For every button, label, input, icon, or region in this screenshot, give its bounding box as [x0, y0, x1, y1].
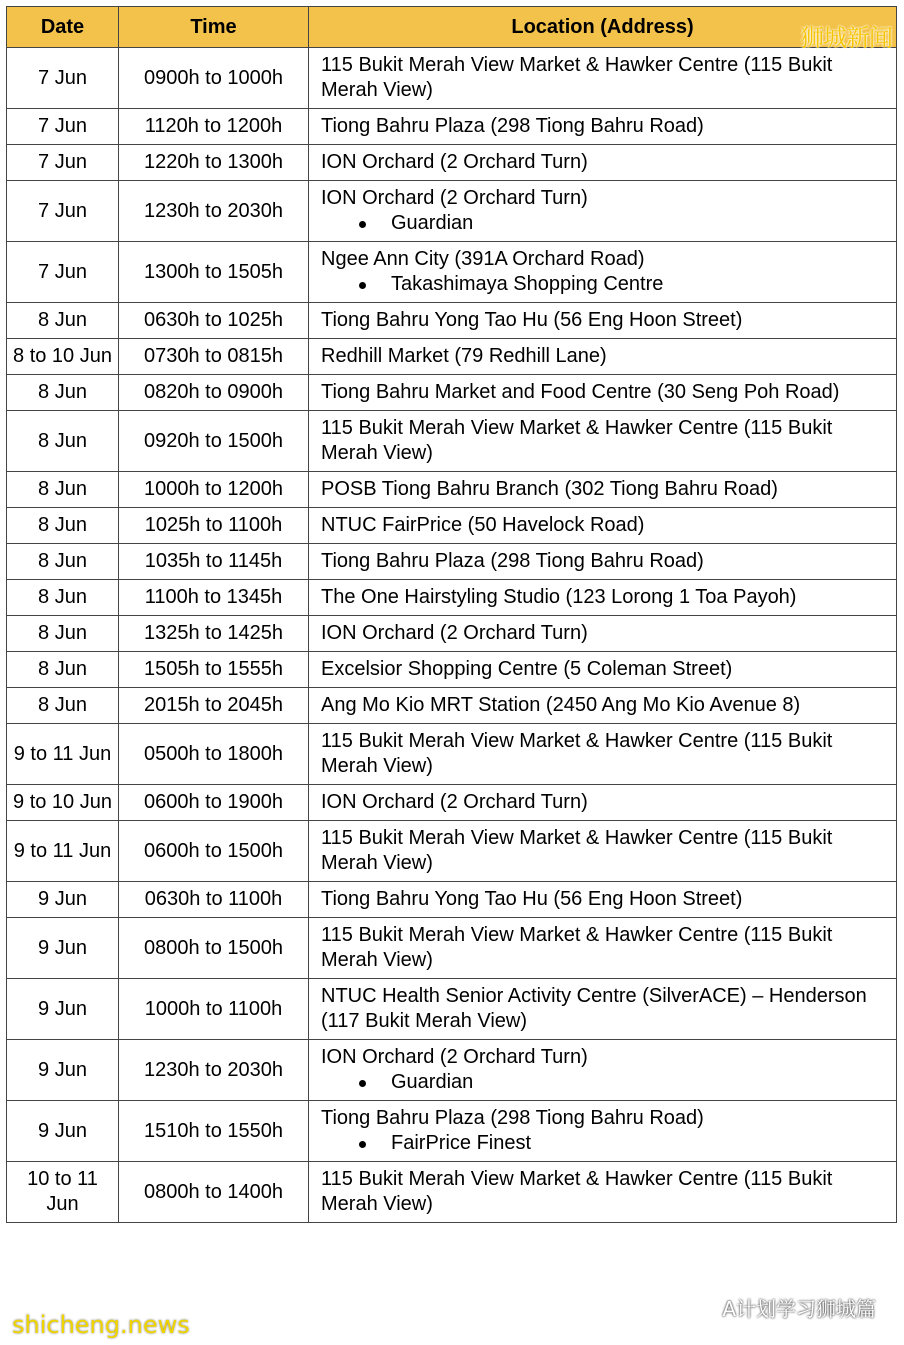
cell-time: 0630h to 1100h [119, 882, 309, 918]
cell-date: 9 to 11 Jun [7, 821, 119, 882]
table-row [7, 821, 897, 882]
location-address: 115 Bukit Merah View Market & Hawker Centre (115 Bukit Merah View) [321, 827, 833, 874]
cell-location [309, 375, 897, 411]
cell-time: 1120h to 1200h [119, 109, 309, 145]
cell-location [309, 882, 897, 918]
cell-location [309, 1101, 897, 1162]
location-sub-bullet: Takashimaya Shopping Centre [321, 272, 890, 297]
table-row [7, 375, 897, 411]
cell-location [309, 785, 897, 821]
location-address: Tiong Bahru Plaza (298 Tiong Bahru Road) [321, 550, 704, 572]
cell-date: 9 Jun [7, 1040, 119, 1101]
cell-date: 8 Jun [7, 580, 119, 616]
header-row [7, 7, 897, 48]
cell-date: 9 Jun [7, 918, 119, 979]
table-row [7, 1040, 897, 1101]
cell-time: 1100h to 1345h [119, 580, 309, 616]
header-date: Date [7, 7, 119, 48]
cell-date: 9 Jun [7, 1101, 119, 1162]
location-address: ION Orchard (2 Orchard Turn) [321, 791, 588, 813]
cell-location [309, 145, 897, 181]
location-address: Tiong Bahru Yong Tao Hu (56 Eng Hoon Street) [321, 888, 743, 910]
location-sub-bullet: Guardian [321, 1070, 890, 1095]
table-row [7, 411, 897, 472]
cell-location [309, 472, 897, 508]
table-row [7, 785, 897, 821]
table-row [7, 652, 897, 688]
watermark-wechat-text: A计划学习狮城篇 [722, 1297, 876, 1321]
cell-location [309, 508, 897, 544]
cell-date: 7 Jun [7, 109, 119, 145]
cell-date: 8 Jun [7, 616, 119, 652]
cell-time: 1000h to 1100h [119, 979, 309, 1040]
cell-location [309, 688, 897, 724]
table-row [7, 472, 897, 508]
cell-location [309, 979, 897, 1040]
cell-date: 9 Jun [7, 882, 119, 918]
cell-location [309, 724, 897, 785]
location-address: NTUC FairPrice (50 Havelock Road) [321, 514, 645, 536]
cell-date: 8 to 10 Jun [7, 339, 119, 375]
cell-date: 7 Jun [7, 145, 119, 181]
cell-time: 0800h to 1400h [119, 1162, 309, 1223]
location-address: 115 Bukit Merah View Market & Hawker Centre (115 Bukit Merah View) [321, 54, 833, 101]
cell-time: 0730h to 0815h [119, 339, 309, 375]
location-address: Ang Mo Kio MRT Station (2450 Ang Mo Kio Avenue 8) [321, 694, 801, 716]
cell-time: 0800h to 1500h [119, 918, 309, 979]
cell-location [309, 821, 897, 882]
watermark-wechat [694, 1293, 876, 1322]
cell-date: 8 Jun [7, 688, 119, 724]
table-row [7, 979, 897, 1040]
cell-date: 9 to 10 Jun [7, 785, 119, 821]
header-location: Location (Address) [309, 7, 897, 48]
cell-time: 0500h to 1800h [119, 724, 309, 785]
cell-location [309, 303, 897, 339]
cell-location [309, 580, 897, 616]
location-address: ION Orchard (2 Orchard Turn) [321, 1046, 588, 1068]
cell-time: 0920h to 1500h [119, 411, 309, 472]
cell-time: 1000h to 1200h [119, 472, 309, 508]
cell-location [309, 109, 897, 145]
cell-time: 1510h to 1550h [119, 1101, 309, 1162]
cell-time: 1325h to 1425h [119, 616, 309, 652]
cell-time: 0820h to 0900h [119, 375, 309, 411]
table-row [7, 918, 897, 979]
cell-location [309, 411, 897, 472]
table-row [7, 544, 897, 580]
cell-location [309, 1162, 897, 1223]
cell-time: 1025h to 1100h [119, 508, 309, 544]
location-address: Ngee Ann City (391A Orchard Road) [321, 248, 645, 270]
table-row [7, 109, 897, 145]
cell-date: 8 Jun [7, 508, 119, 544]
cell-time: 1230h to 2030h [119, 181, 309, 242]
table-row [7, 303, 897, 339]
cell-time: 1230h to 2030h [119, 1040, 309, 1101]
table-row [7, 508, 897, 544]
location-address: POSB Tiong Bahru Branch (302 Tiong Bahru Road) [321, 478, 778, 500]
location-address: 115 Bukit Merah View Market & Hawker Centre (115 Bukit Merah View) [321, 924, 833, 971]
cell-time: 1035h to 1145h [119, 544, 309, 580]
cell-location [309, 616, 897, 652]
cell-date: 9 Jun [7, 979, 119, 1040]
table-row [7, 145, 897, 181]
cell-location [309, 48, 897, 109]
cell-date: 8 Jun [7, 375, 119, 411]
table-row [7, 339, 897, 375]
cell-date: 9 to 11 Jun [7, 724, 119, 785]
table-row [7, 1101, 897, 1162]
cell-date: 7 Jun [7, 48, 119, 109]
header-time: Time [119, 7, 309, 48]
location-address: 115 Bukit Merah View Market & Hawker Centre (115 Bukit Merah View) [321, 730, 833, 777]
location-sub-bullet: FairPrice Finest [321, 1131, 890, 1156]
cell-date: 8 Jun [7, 472, 119, 508]
table-row [7, 688, 897, 724]
cell-location [309, 544, 897, 580]
cell-location [309, 1040, 897, 1101]
cell-time: 0900h to 1000h [119, 48, 309, 109]
cell-time: 1220h to 1300h [119, 145, 309, 181]
table-row [7, 882, 897, 918]
cell-location [309, 242, 897, 303]
location-address: Tiong Bahru Plaza (298 Tiong Bahru Road) [321, 1107, 704, 1129]
cell-time: 1505h to 1555h [119, 652, 309, 688]
location-address: Excelsior Shopping Centre (5 Coleman Street) [321, 658, 733, 680]
cell-location [309, 181, 897, 242]
location-address: ION Orchard (2 Orchard Turn) [321, 622, 588, 644]
table-row [7, 48, 897, 109]
cell-location [309, 339, 897, 375]
cell-date: 8 Jun [7, 544, 119, 580]
cell-date: 8 Jun [7, 411, 119, 472]
cell-date: 7 Jun [7, 242, 119, 303]
cell-date: 8 Jun [7, 652, 119, 688]
location-address: Tiong Bahru Yong Tao Hu (56 Eng Hoon Street) [321, 309, 743, 331]
location-address: The One Hairstyling Studio (123 Lorong 1 Toa Payoh) [321, 586, 797, 608]
watermark-site: shicheng.news [12, 1311, 190, 1339]
location-sub-bullet: Guardian [321, 211, 890, 236]
table-row [7, 1162, 897, 1223]
location-address: Tiong Bahru Plaza (298 Tiong Bahru Road) [321, 115, 704, 137]
cell-date: 10 to 11 Jun [7, 1162, 119, 1223]
watermark-cn: 狮城新闻 [800, 24, 892, 52]
location-address: 115 Bukit Merah View Market & Hawker Centre (115 Bukit Merah View) [321, 1168, 833, 1215]
table-row [7, 242, 897, 303]
cell-time: 2015h to 2045h [119, 688, 309, 724]
cell-location [309, 918, 897, 979]
location-address: ION Orchard (2 Orchard Turn) [321, 187, 588, 209]
cell-time: 0600h to 1900h [119, 785, 309, 821]
cell-time: 0630h to 1025h [119, 303, 309, 339]
table-row [7, 616, 897, 652]
location-address: ION Orchard (2 Orchard Turn) [321, 151, 588, 173]
wechat-icon [694, 1299, 716, 1317]
cell-date: 7 Jun [7, 181, 119, 242]
location-address: NTUC Health Senior Activity Centre (SilverACE) – Henderson (117 Bukit Merah View) [321, 985, 867, 1032]
cell-time: 0600h to 1500h [119, 821, 309, 882]
location-address: 115 Bukit Merah View Market & Hawker Centre (115 Bukit Merah View) [321, 417, 833, 464]
table-row [7, 724, 897, 785]
table-row [7, 181, 897, 242]
cell-date: 8 Jun [7, 303, 119, 339]
location-address: Tiong Bahru Market and Food Centre (30 Seng Poh Road) [321, 381, 840, 403]
cell-time: 1300h to 1505h [119, 242, 309, 303]
cell-location [309, 652, 897, 688]
location-address: Redhill Market (79 Redhill Lane) [321, 345, 607, 367]
schedule-table [6, 6, 897, 1223]
table-row [7, 580, 897, 616]
